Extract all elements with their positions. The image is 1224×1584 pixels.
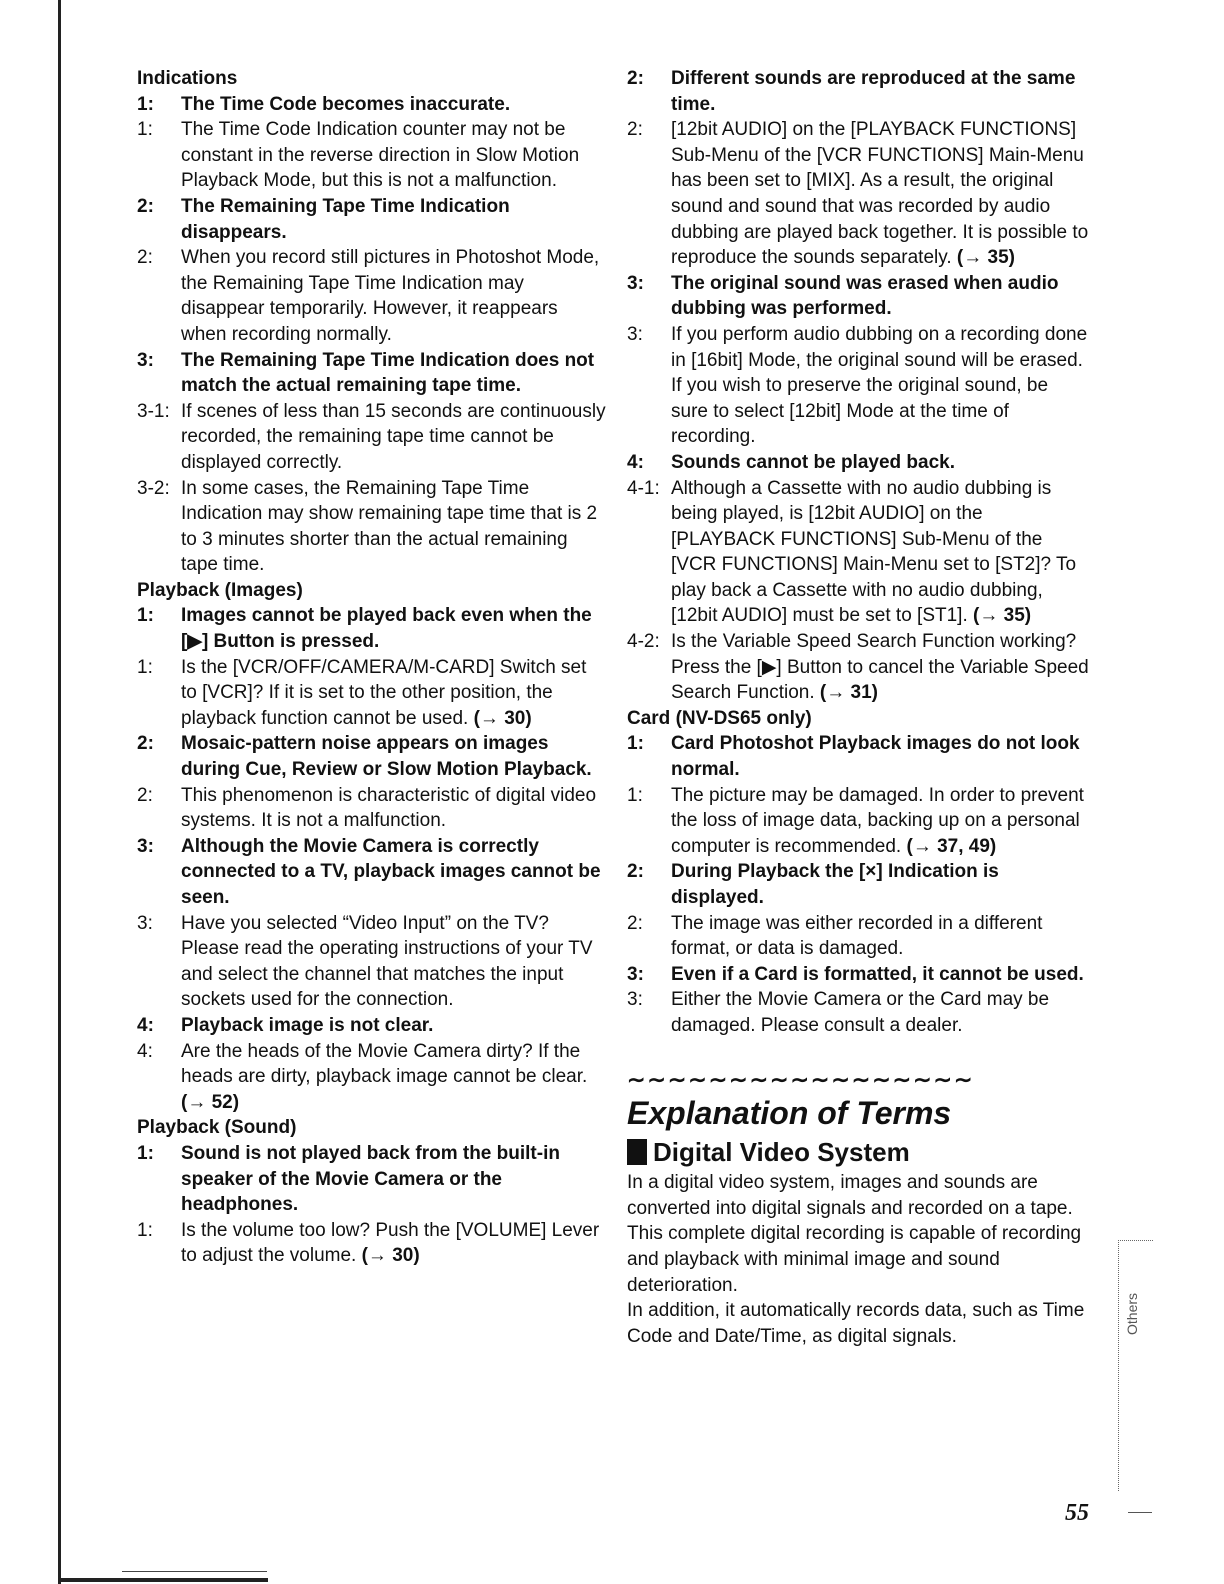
question-item bbox=[627, 859, 1089, 910]
item-body: Even if a Card is formatted, it cannot be used. bbox=[671, 963, 1084, 985]
question-item bbox=[137, 348, 607, 399]
item-text bbox=[181, 399, 607, 476]
item-text bbox=[181, 655, 607, 732]
item-body: When you record still pictures in Photoshot Mode, the Remaining Tape Time Indication may disappear temporarily. However, it reappears when recording normally. bbox=[181, 247, 600, 345]
playback-sound-list bbox=[137, 1141, 607, 1269]
item-number: 3-2: bbox=[137, 477, 170, 499]
answer-item bbox=[627, 322, 1089, 450]
item-text bbox=[181, 834, 607, 911]
digital-video-system-heading bbox=[627, 1136, 1089, 1168]
item-number: 4: bbox=[137, 1014, 154, 1036]
item-body: If you perform audio dubbing on a recording done in [16bit] Mode, the original sound will be erased. If you wish to preserve the original sound, be sure to select [12bit] Mode at the time of recording. bbox=[671, 323, 1088, 448]
question-item bbox=[627, 271, 1089, 322]
digital-video-paragraph-2: In addition, it automatically records data, such as Time Code and Date/Time, as digital signals. bbox=[627, 1300, 1085, 1347]
item-number: 3: bbox=[627, 989, 643, 1011]
item-text bbox=[671, 66, 1089, 117]
answer-item bbox=[627, 783, 1089, 860]
item-number: 4-1: bbox=[627, 477, 660, 499]
explanation-of-terms-heading: Explanation of Terms bbox=[627, 1095, 952, 1132]
item-body: The Time Code Indication counter may not be constant in the reverse direction in Slow Motion Playback Mode, but this is not a malfunction. bbox=[181, 119, 580, 192]
item-body: If scenes of less than 15 seconds are continuously recorded, the remaining tape time cannot be displayed correctly. bbox=[181, 400, 606, 473]
item-number: 1: bbox=[137, 605, 154, 627]
item-number: 2: bbox=[137, 784, 153, 806]
square-bullet-icon bbox=[627, 1139, 647, 1165]
answer-item bbox=[627, 987, 1089, 1038]
item-body: Either the Movie Camera or the Card may be damaged. Please consult a dealer. bbox=[671, 989, 1050, 1036]
question-item bbox=[627, 450, 1089, 476]
item-number: 1: bbox=[627, 784, 643, 806]
item-body: Different sounds are reproduced at the same time. bbox=[671, 68, 1076, 115]
sound-continued-list bbox=[627, 66, 1089, 706]
answer-item bbox=[627, 476, 1089, 630]
item-number: 1: bbox=[137, 1142, 154, 1164]
answer-item bbox=[137, 476, 607, 578]
item-body: Are the heads of the Movie Camera dirty? If the heads are dirty, playback image cannot be clear. bbox=[181, 1040, 588, 1088]
item-body: Although the Movie Camera is correctly connected to a TV, playback images cannot be seen. bbox=[181, 835, 601, 908]
digital-video-paragraph-1: In a digital video system, images and sounds are converted into digital signals and recorded on a tape. This complete digital recording is capable of recording and playback with minimal image and sound deterioration. bbox=[627, 1172, 1082, 1296]
page-reference: (→ 35) bbox=[973, 605, 1032, 627]
item-text bbox=[181, 1039, 607, 1116]
item-number: 2: bbox=[627, 912, 643, 934]
page-reference: (→ 30) bbox=[361, 1245, 420, 1267]
item-text bbox=[671, 271, 1089, 322]
item-body: Sounds cannot be played back. bbox=[671, 451, 956, 473]
item-text bbox=[181, 731, 607, 782]
answer-item bbox=[627, 629, 1089, 706]
indications-list bbox=[137, 92, 607, 578]
item-number: 1: bbox=[137, 93, 154, 115]
right-column bbox=[627, 66, 1089, 1349]
section-title-playback-images: Playback (Images) bbox=[137, 579, 303, 601]
question-item bbox=[137, 194, 607, 245]
item-text bbox=[181, 476, 607, 578]
answer-item bbox=[627, 911, 1089, 962]
item-number: 3: bbox=[137, 912, 153, 934]
item-body: The image was either recorded in a different format, or data is damaged. bbox=[671, 912, 1043, 960]
item-text bbox=[671, 911, 1089, 962]
question-item bbox=[137, 1013, 607, 1039]
item-text bbox=[181, 194, 607, 245]
item-body: The Time Code becomes inaccurate. bbox=[181, 93, 511, 115]
item-body: Is the volume too low? Push the [VOLUME] Lever to adjust the volume. bbox=[181, 1219, 600, 1267]
item-body: Sound is not played back from the built-in speaker of the Movie Camera or the headphones. bbox=[181, 1142, 560, 1216]
item-number: 4: bbox=[137, 1040, 153, 1062]
section-title-card: Card (NV-DS65 only) bbox=[627, 707, 812, 729]
item-text bbox=[181, 911, 607, 1013]
scan-edge-bottom-thin bbox=[122, 1571, 267, 1572]
item-number: 3: bbox=[137, 835, 154, 857]
page-reference: (→ 37, 49) bbox=[906, 835, 997, 857]
item-body: [12bit AUDIO] on the [PLAYBACK FUNCTIONS] Sub-Menu of the [VCR FUNCTIONS] Main-Menu has been set to [MIX]. As a result, the original sound and sound that was recorded by audio dubbing are played back together. It is possible to reproduce the sounds separately. bbox=[671, 119, 1089, 269]
item-number: 4-2: bbox=[627, 631, 660, 653]
page-number: 55 bbox=[1065, 1500, 1089, 1526]
section-title-indications: Indications bbox=[137, 68, 238, 89]
item-number: 2: bbox=[627, 119, 643, 141]
item-body: In some cases, the Remaining Tape Time Indication may show remaining tape time that is 2 to 3 minutes shorter than the actual remaining tape time. bbox=[181, 477, 598, 576]
digital-video-system-title: Digital Video System bbox=[653, 1137, 910, 1168]
item-body: Images cannot be played back even when the [▶] Button is pressed. bbox=[181, 605, 592, 653]
item-number: 4: bbox=[627, 451, 644, 473]
item-text bbox=[181, 1013, 607, 1039]
answer-item bbox=[137, 117, 607, 194]
item-text bbox=[671, 731, 1089, 782]
item-number: 1: bbox=[137, 656, 153, 678]
item-text bbox=[671, 629, 1089, 706]
item-number: 2: bbox=[137, 247, 153, 269]
item-text bbox=[181, 117, 607, 194]
question-item bbox=[627, 731, 1089, 782]
answer-item bbox=[627, 117, 1089, 271]
page-reference: (→ 30) bbox=[473, 707, 532, 729]
question-item bbox=[137, 1141, 607, 1218]
item-body: The Remaining Tape Time Indication does not match the actual remaining tape time. bbox=[181, 349, 595, 397]
item-text bbox=[181, 348, 607, 399]
answer-item bbox=[137, 911, 607, 1013]
side-tab-line bbox=[1128, 1512, 1152, 1513]
item-body: Although a Cassette with no audio dubbing is being played, is [12bit AUDIO] on the [PLAYBACK FUNCTIONS] Sub-Menu of the [VCR FUNCTIONS] Main-Menu set to [ST2]? To play back a Cassette with no audio dubbing, [12bit AUDIO] must be set to [ST1]. bbox=[671, 477, 1077, 627]
side-tab-label: Others bbox=[1124, 1292, 1140, 1335]
section-title-playback-sound: Playback (Sound) bbox=[137, 1117, 297, 1139]
item-number: 2: bbox=[627, 861, 644, 883]
item-body: Playback image is not clear. bbox=[181, 1014, 434, 1036]
page-reference: (→ 31) bbox=[819, 682, 878, 704]
item-number: 2: bbox=[137, 733, 154, 755]
item-text bbox=[671, 322, 1089, 450]
item-number: 3-1: bbox=[137, 400, 170, 422]
item-body: This phenomenon is characteristic of digital video systems. It is not a malfunction. bbox=[181, 784, 597, 832]
item-number: 3: bbox=[137, 349, 154, 371]
item-text bbox=[671, 476, 1089, 630]
playback-images-list bbox=[137, 603, 607, 1115]
item-number: 3: bbox=[627, 272, 644, 294]
answer-item bbox=[137, 1039, 607, 1116]
item-text bbox=[181, 603, 607, 654]
item-number: 1: bbox=[627, 733, 644, 755]
item-text bbox=[181, 92, 607, 118]
item-text bbox=[671, 987, 1089, 1038]
item-body: During Playback the [×] Indication is displayed. bbox=[671, 861, 999, 908]
card-list bbox=[627, 731, 1089, 1038]
scan-edge-bottom bbox=[58, 1578, 268, 1582]
scan-edge-left bbox=[58, 0, 61, 1584]
item-text bbox=[671, 783, 1089, 860]
item-body: The picture may be damaged. In order to prevent the loss of image data, backing up on a personal computer is recommended. bbox=[671, 784, 1084, 857]
item-number: 1: bbox=[137, 1219, 153, 1241]
answer-item bbox=[137, 783, 607, 834]
item-body: The Remaining Tape Time Indication disappears. bbox=[181, 195, 510, 243]
item-text bbox=[671, 450, 1089, 476]
item-number: 1: bbox=[137, 119, 153, 141]
item-text bbox=[181, 245, 607, 347]
question-item bbox=[137, 603, 607, 654]
item-number: 2: bbox=[627, 68, 644, 89]
question-item bbox=[627, 962, 1089, 988]
item-text bbox=[181, 783, 607, 834]
question-item bbox=[627, 66, 1089, 117]
item-text bbox=[671, 117, 1089, 271]
question-item bbox=[137, 834, 607, 911]
decorative-wave-divider: ∼∼∼∼∼∼∼∼∼∼∼∼∼∼∼∼∼ bbox=[627, 1066, 975, 1092]
item-number: 2: bbox=[137, 195, 154, 217]
item-text bbox=[181, 1141, 607, 1218]
item-body: Mosaic-pattern noise appears on images during Cue, Review or Slow Motion Playback. bbox=[181, 733, 592, 781]
item-text bbox=[671, 859, 1089, 910]
item-body: Is the [VCR/OFF/CAMERA/M-CARD] Switch set to [VCR]? If it is set to the other position, the playback function cannot be used. bbox=[181, 656, 587, 729]
item-text bbox=[671, 962, 1089, 988]
answer-item bbox=[137, 399, 607, 476]
item-body: Is the Variable Speed Search Function working? Press the [▶] Button to cancel the Variable Speed Search Function. bbox=[671, 631, 1089, 704]
item-text bbox=[181, 1218, 607, 1269]
item-number: 3: bbox=[627, 323, 643, 345]
page-reference: (→ 35) bbox=[956, 247, 1015, 269]
left-column bbox=[137, 66, 607, 1269]
answer-item bbox=[137, 1218, 607, 1269]
answer-item bbox=[137, 655, 607, 732]
page-reference: (→ 52) bbox=[181, 1091, 240, 1113]
item-body: Have you selected “Video Input” on the TV? Please read the operating instructions of your TV and select the channel that matches the input sockets used for the connection. bbox=[181, 912, 593, 1011]
side-tab bbox=[1118, 1240, 1153, 1491]
item-body: Card Photoshot Playback images do not look normal. bbox=[671, 733, 1080, 781]
question-item bbox=[137, 731, 607, 782]
question-item bbox=[137, 92, 607, 118]
item-number: 3: bbox=[627, 963, 644, 985]
answer-item bbox=[137, 245, 607, 347]
item-body: The original sound was erased when audio dubbing was performed. bbox=[671, 272, 1059, 320]
